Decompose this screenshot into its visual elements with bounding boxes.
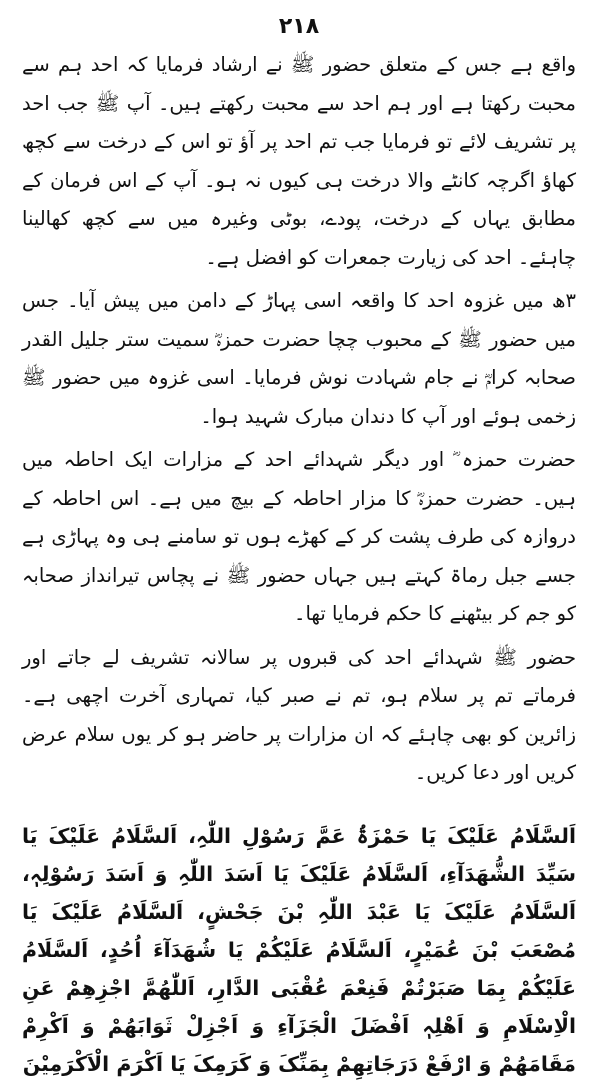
paragraph-uhud-virtue: واقع ہے جس کے متعلق حضور ﷺ نے ارشاد فرمایا کہ احد ہم سے محبت رکھتا ہے اور ہم احد سے محبت رکھتے ہیں۔ آپ ﷺ جب احد پر تشریف لائے تو فرمایا جب تم احد پر آؤ تو اس کے درخت سے کچھ کھاؤ اگرچہ کانٹے والا درخت ہی کیوں نہ ہو۔ آپ کے اس فرمان کے مطابق یہاں کے درخت، پودے، بوٹی وغیرہ میں سے کچھ کھالینا چاہئے۔ احد کی زیارت جمعرات کو افضل ہے۔ — [22, 53, 576, 269]
paragraph-visiting-graves: حضور ﷺ شہدائے احد کی قبروں پر سالانہ تشریف لے جاتے اور فرماتے تم پر سلام ہو، تم نے صبر کیا، تمہاری آخرت اچھی ہے۔ زائرین کو بھی چاہئے کہ ان مزارات پر حاضر ہو کر یوں سلام عرض کریں اور دعا کریں۔ — [22, 645, 576, 784]
paragraph-martyrs-enclosure: حضرت حمزہ ؓ اور دیگر شہدائے احد کے مزارات ایک احاطہ میں ہیں۔ حضرت حمزہؓ کا مزار احاطہ کے بیچ میں ہے۔ اس احاطہ کے دروازہ کی طرف پشت کر کے کھڑے ہوں تو سامنے ہی وہ پہاڑی ہے جسے جبل رماۃ کہتے ہیں جہاں حضور ﷺ نے پچاس تیرانداز صحابہ کو جم کر بیٹھنے کا حکم فرمایا تھا۔ — [22, 448, 576, 625]
body-text — [22, 46, 576, 793]
arabic-salutation: اَلسَّلَامُ عَلَیْکَ یَا حَمْزَۃُ عَمَّ رَسُوْلِ اللّٰہِ، اَلسَّلَامُ عَلَیْکَ یَا سَیِّدَ الشُّھَدَآءِ، اَلسَّلَامُ عَلَیْکَ یَا اَسَدَ اللّٰہِ وَ اَسَدَ رَسُوْلِہٖ، اَلسَّلَامُ عَلَیْکَ یَا عَبْدَ اللّٰہِ بْنَ جَحْشٍ، اَلسَّلَامُ عَلَیْکَ یَا مُصْعَبَ بْنَ عُمَیْرٍ، اَلسَّلَامُ عَلَیْکُمْ یَا شُھَدَآءَ اُحُدٍ، اَلسَّلَامُ عَلَیْکُمْ بِمَا صَبَرْتُمْ فَنِعْمَ عُقْبَی الدَّارِ، اَللّٰھُمَّ اجْزِھِمْ عَنِ الْاِسْلَامِ وَ اَھْلِہٖ اَفْضَلَ الْجَزَآءِ وَ اَجْزِلْ ثَوَابَھُمْ وَ اَکْرِمْ مَقَامَھُمْ وَ ارْفَعْ دَرَجَاتِھِمْ بِمَنِّکَ وَ کَرَمِکَ یَا اَکْرَمَ الْاَکْرَمِیْنَ — [22, 823, 576, 1076]
paragraph-battle-of-uhud: ۳ھ میں غزوہ احد کا واقعہ اسی پہاڑ کے دامن میں پیش آیا۔ جس میں حضور ﷺ کے محبوب چچا حضرت حمزہؓ سمیت ستر جلیل القدر صحابہ کرامؓ نے جام شہادت نوش فرمایا۔ اسی غزوہ میں حضور ﷺ زخمی ہوئے اور آپ کا دندان مبارک شہید ہوا۔ — [22, 289, 576, 428]
page-number: ۲۱۸ — [278, 14, 320, 39]
